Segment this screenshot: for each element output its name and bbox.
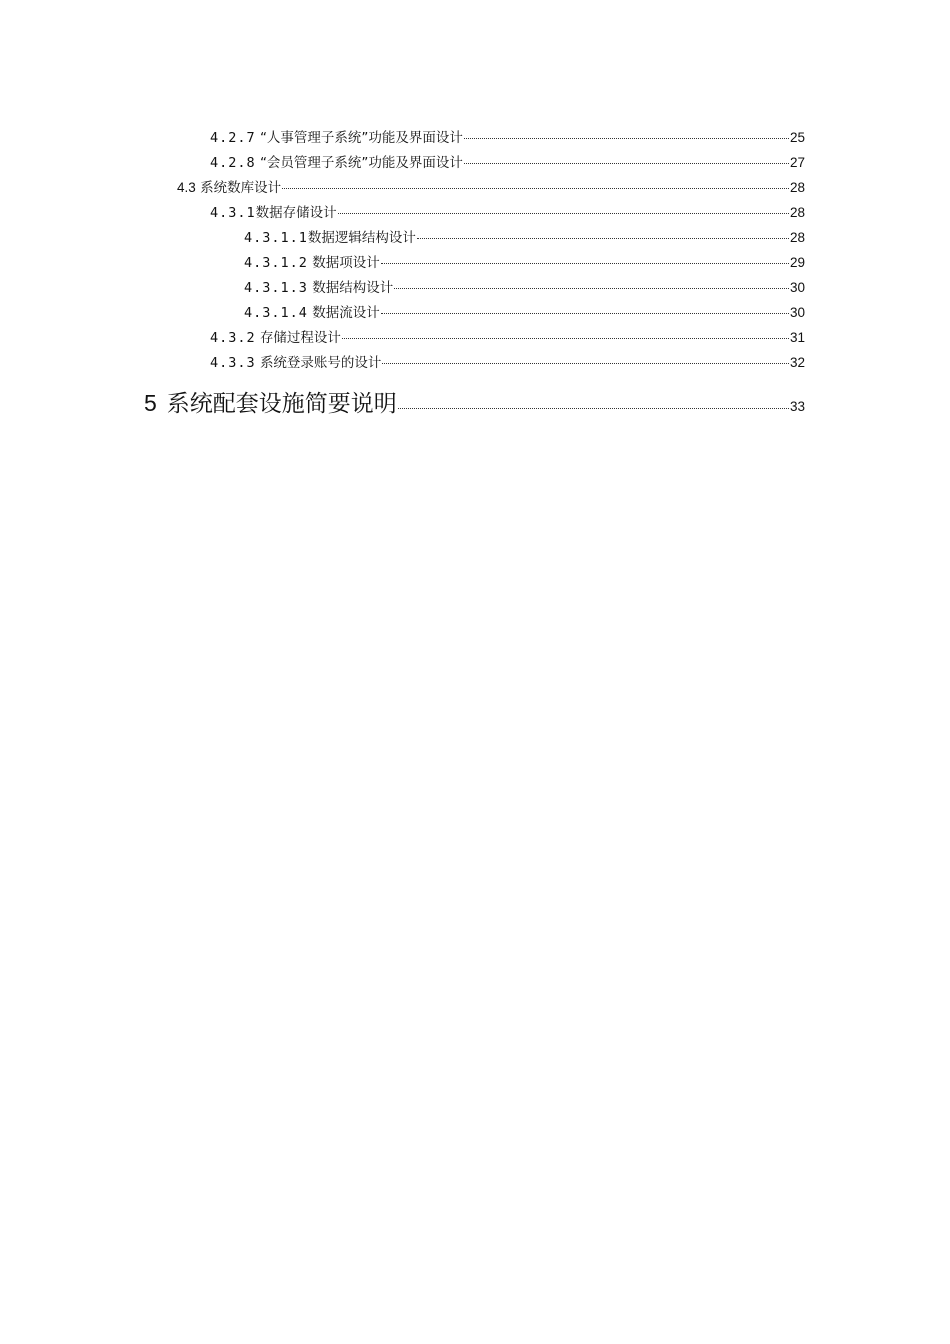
toc-entry-title: 4.3.1.1数据逻辑结构设计 [244, 230, 416, 246]
toc-entry-4-3-1-4[interactable] [244, 301, 805, 321]
toc-entry-4-3-3[interactable] [210, 351, 805, 371]
toc-page-number: 29 [789, 255, 805, 270]
dot-leader [382, 363, 789, 364]
toc-entry-4-3[interactable] [177, 176, 805, 196]
toc-entry-4-3-1-3[interactable] [244, 276, 805, 296]
toc-entry-title: 4.3.1数据存储设计 [210, 205, 337, 221]
dot-leader [282, 188, 789, 189]
dot-leader [338, 213, 789, 214]
toc-entry-title: 4.3.3 系统登录账号的设计 [210, 355, 382, 371]
toc-entry-4-3-1[interactable] [210, 201, 805, 221]
toc-entry-title: 4.3.1.4 数据流设计 [244, 305, 380, 321]
toc-page-number: 30 [789, 280, 805, 295]
dot-leader [342, 338, 789, 339]
toc-page-number: 27 [789, 155, 805, 170]
toc-entry-4-2-7[interactable] [210, 126, 805, 146]
toc-entry-title: 4.3 系统数库设计 [177, 180, 282, 196]
dot-leader [381, 313, 789, 314]
toc-entry-title: 4.3.2 存储过程设计 [210, 330, 341, 346]
toc-entry-4-3-1-1[interactable] [244, 226, 805, 246]
dot-leader [398, 408, 789, 409]
toc-page-number: 25 [789, 130, 805, 145]
toc-entry-title: 4.2.8 “会员管理子系统”功能及界面设计 [210, 155, 463, 171]
toc-entry-title: 4.2.7 “人事管理子系统”功能及界面设计 [210, 130, 463, 146]
toc-page-number: 33 [789, 399, 805, 414]
toc-entry-title: 4.3.1.3 数据结构设计 [244, 280, 394, 296]
toc-page-number: 28 [789, 205, 805, 220]
toc-page-number: 28 [789, 180, 805, 195]
toc-entry-5[interactable] [144, 385, 805, 419]
dot-leader [381, 263, 789, 264]
toc-entry-4-3-1-2[interactable] [244, 251, 805, 271]
toc-entry-4-3-2[interactable] [210, 326, 805, 346]
dot-leader [464, 163, 789, 164]
toc-page-number: 31 [789, 330, 805, 345]
toc-entry-4-2-8[interactable] [210, 151, 805, 171]
toc-entry-title: 4.3.1.2 数据项设计 [244, 255, 380, 271]
dot-leader [464, 138, 789, 139]
dot-leader [394, 288, 789, 289]
toc-page-number: 32 [789, 355, 805, 370]
toc-page-number: 28 [789, 230, 805, 245]
dot-leader [417, 238, 789, 239]
toc-entry-title: 5 系统配套设施简要说明 [144, 390, 397, 417]
toc-page-number: 30 [789, 305, 805, 320]
